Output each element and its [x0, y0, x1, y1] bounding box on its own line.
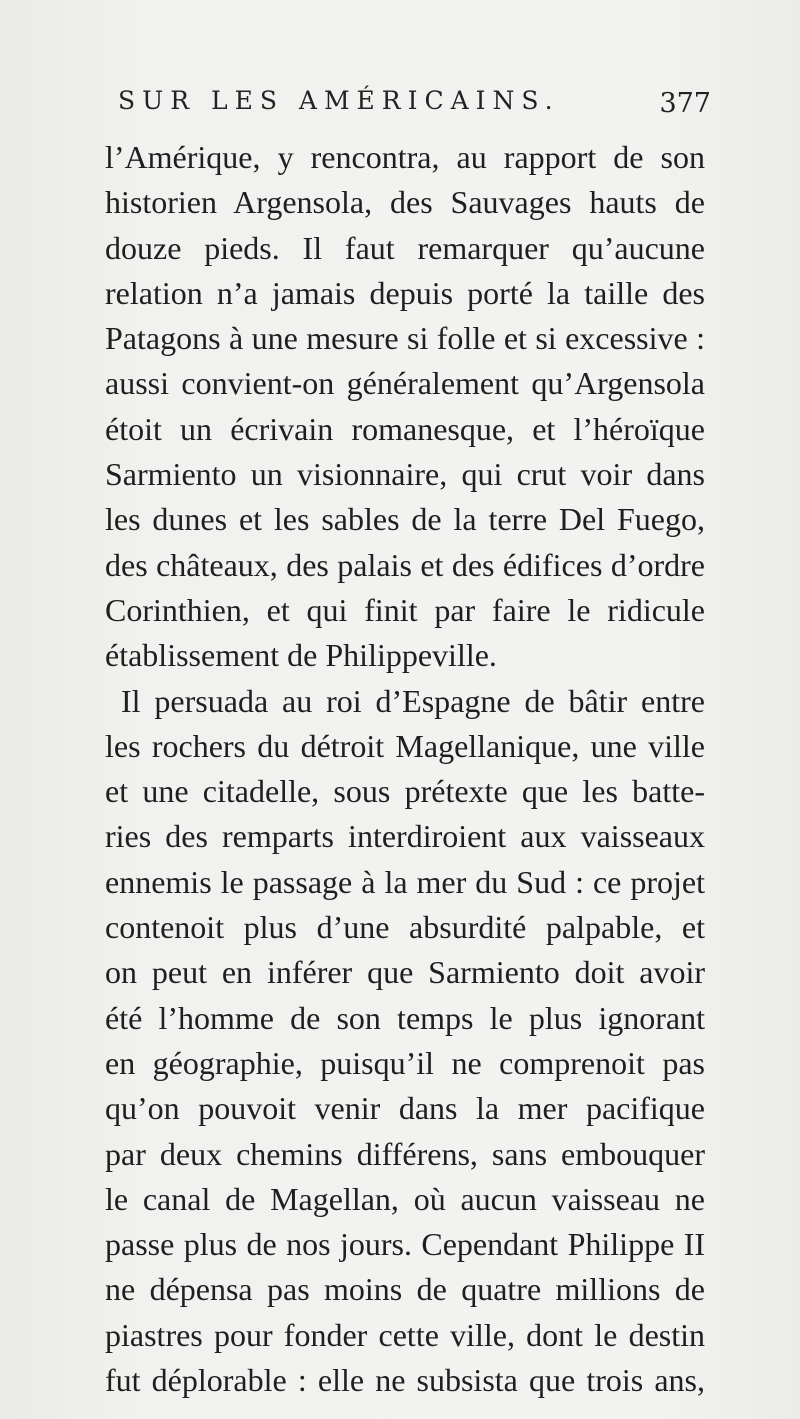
page-number: 377 — [659, 88, 711, 119]
text-line: contenoit plus d’une absurdité palpable, et — [105, 909, 705, 946]
text-line: des châteaux, des palais et des édifices d’ordre — [105, 546, 705, 583]
text-line: ries des remparts interdiroient aux vaisseaux — [105, 818, 705, 855]
text-line: on peut en inférer que Sarmiento doit avoir — [105, 954, 705, 991]
text-line: Corinthien, et qui finit par faire le ridicule — [105, 591, 705, 628]
text-line: piastres pour fonder cette ville, dont le destin — [105, 1316, 705, 1353]
text-line: passe plus de nos jours. Cependant Philippe II — [105, 1226, 705, 1263]
text-line: fut déplorable : elle ne subsista que trois ans, — [105, 1362, 705, 1399]
body-text — [105, 135, 705, 1403]
text-line: les rochers du détroit Magellanique, une ville — [105, 727, 705, 764]
running-head-title: SUR LES AMÉRICAINS. — [118, 86, 560, 115]
paragraph-end-line: établissement de Philippeville. — [105, 637, 497, 674]
text-line: par deux chemins différens, sans embouquer — [105, 1135, 705, 1172]
text-line: été l’homme de son temps le plus ignorant — [105, 999, 705, 1036]
text-line: douze pieds. Il faut remarquer qu’aucune — [105, 229, 705, 266]
text-line: historien Argensola, des Sauvages hauts de — [105, 184, 705, 221]
text-line: aussi convient-on généralement qu’Argensola — [105, 365, 705, 402]
text-line: Patagons à une mesure si folle et si excessive : — [105, 320, 705, 357]
text-line: relation n’a jamais depuis porté la taille des — [105, 274, 705, 311]
text-line: et une citadelle, sous prétexte que les batte- — [105, 773, 705, 810]
paragraph-start-line: Il persuada au roi d’Espagne de bâtir entre — [121, 682, 705, 719]
text-line: ennemis le passage à la mer du Sud : ce projet — [105, 863, 705, 900]
running-head — [0, 86, 800, 126]
text-line: les dunes et les sables de la terre Del Fuego, — [105, 501, 705, 538]
text-line: qu’on pouvoit venir dans la mer pacifique — [105, 1090, 705, 1127]
text-line: étoit un écrivain romanesque, et l’héroïque — [105, 410, 705, 447]
text-line: en géographie, puisqu’il ne comprenoit pas — [105, 1044, 705, 1081]
text-line: ne dépensa pas moins de quatre millions de — [105, 1271, 705, 1308]
text-line: le canal de Magellan, où aucun vaisseau ne — [105, 1180, 705, 1217]
text-line: l’Amérique, y rencontra, au rapport de son — [105, 139, 705, 175]
text-line: Sarmiento un visionnaire, qui crut voir dans — [105, 456, 705, 493]
